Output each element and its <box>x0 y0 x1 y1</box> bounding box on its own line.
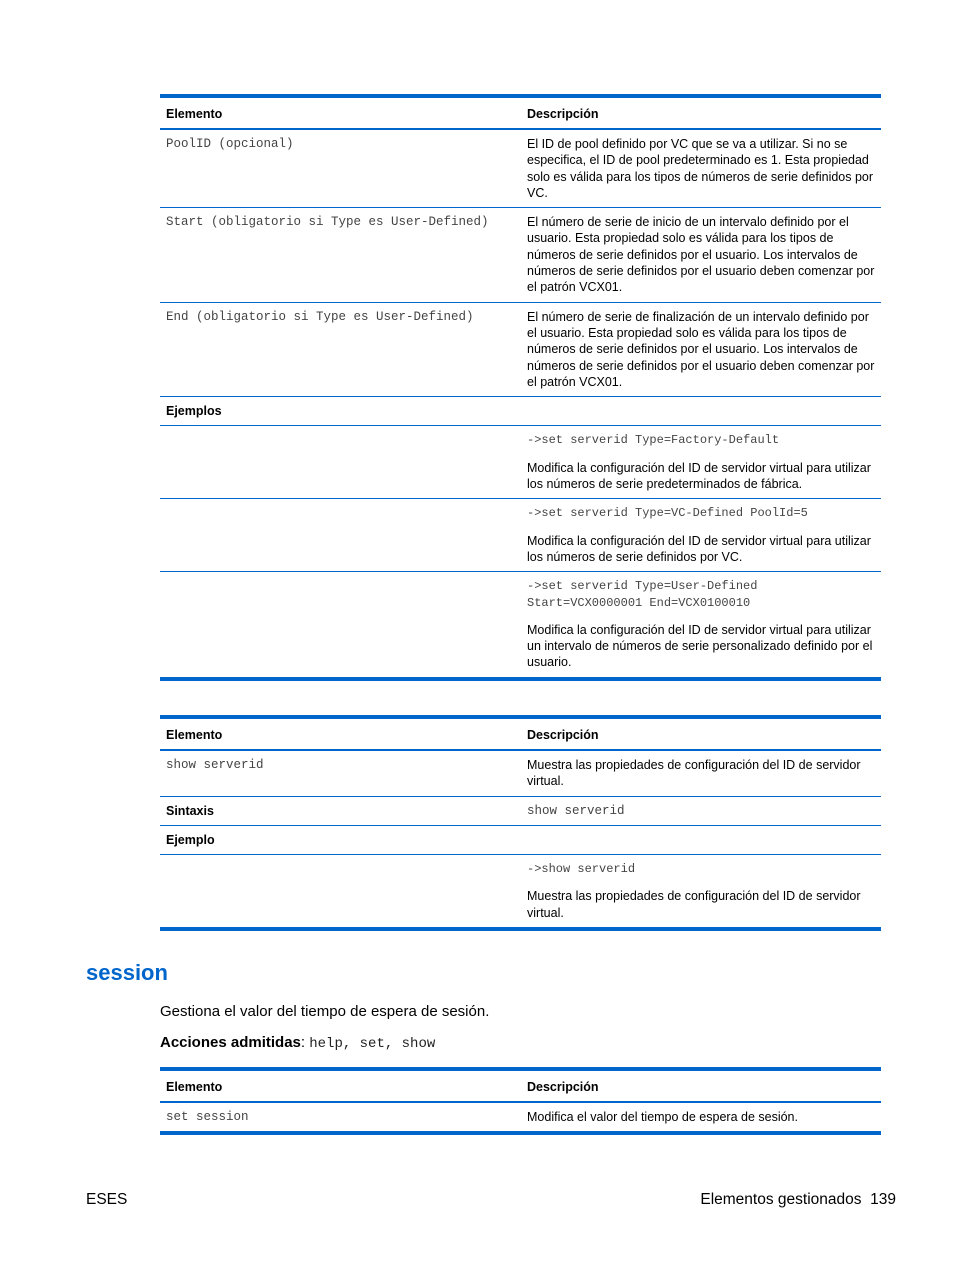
row-element: set session <box>160 1102 521 1133</box>
session-table <box>160 1067 881 1135</box>
example-command: ->set serverid Type=Factory-Default <box>527 433 780 448</box>
example-cell <box>521 855 881 929</box>
footer-right <box>700 1191 896 1209</box>
example-row <box>160 499 881 572</box>
header-element: Elemento <box>160 717 521 750</box>
examples-label: Ejemplos <box>160 397 521 426</box>
header-description: Descripción <box>521 1069 881 1102</box>
actions-list: help, set, show <box>309 1036 436 1052</box>
row-element: End (obligatorio si Type es User-Defined) <box>160 302 521 396</box>
syntax-label: Sintaxis <box>160 796 521 825</box>
example-description: Muestra las propiedades de configuración del ID de servidor virtual. <box>527 889 861 920</box>
row-element: Start (obligatorio si Type es User-Defined) <box>160 208 521 302</box>
supported-actions <box>160 1034 435 1052</box>
example-description: Modifica la configuración del ID de servidor virtual para utilizar los números de serie definidos por VC. <box>527 533 871 564</box>
table-row <box>160 750 881 796</box>
example-cell <box>521 572 881 679</box>
show-serverid-table <box>160 715 881 931</box>
table-header <box>160 1069 881 1102</box>
example-cell <box>521 426 881 499</box>
example-label-row <box>160 825 881 854</box>
row-description: Muestra las propiedades de configuración del ID de servidor virtual. <box>521 750 881 796</box>
example-description: Modifica la configuración del ID de servidor virtual para utilizar un intervalo de números de serie personalizado definido por el usuario. <box>527 622 873 670</box>
footer-section: Elementos gestionados <box>700 1191 862 1208</box>
row-description: El ID de pool definido por VC que se va a utilizar. Si no se especifica, el ID de pool predeterminado es 1. Esta propiedad solo es válida para los tipos de números de serie definidos por VC. <box>521 129 881 208</box>
table-header <box>160 96 881 129</box>
actions-colon: : <box>300 1034 310 1051</box>
header-description: Descripción <box>521 96 881 129</box>
example-command: ->set serverid Type=VC-Defined PoolId=5 <box>527 506 808 521</box>
section-title: session <box>86 960 168 985</box>
examples-label-row <box>160 397 881 426</box>
row-description: Modifica el valor del tiempo de espera de sesión. <box>521 1102 881 1133</box>
example-row <box>160 855 881 929</box>
footer-left: ESES <box>86 1191 128 1208</box>
page-number: 139 <box>870 1191 896 1208</box>
table-row <box>160 129 881 208</box>
table-header <box>160 717 881 750</box>
example-command: ->set serverid Type=User-Defined Start=VCX0000001 End=VCX0100010 <box>527 579 758 610</box>
example-cell <box>521 499 881 572</box>
table-row <box>160 1102 881 1133</box>
section-intro: Gestiona el valor del tiempo de espera de sesión. <box>160 1003 490 1020</box>
row-element: show serverid <box>160 750 521 796</box>
example-label: Ejemplo <box>160 825 521 854</box>
header-element: Elemento <box>160 96 521 129</box>
syntax-row <box>160 796 881 825</box>
syntax-value: show serverid <box>521 796 881 825</box>
example-row <box>160 572 881 679</box>
set-serverid-table <box>160 94 881 681</box>
row-element: PoolID (opcional) <box>160 129 521 208</box>
example-row <box>160 426 881 499</box>
example-command: ->show serverid <box>527 862 636 877</box>
row-description: El número de serie de inicio de un intervalo definido por el usuario. Esta propiedad solo es válida para los tipos de números de serie definidos por el usuario. Los intervalos de números de serie definidos por el usuario deben comenzar por el patrón VCX01. <box>521 208 881 302</box>
example-description: Modifica la configuración del ID de servidor virtual para utilizar los números de serie predeterminados de fábrica. <box>527 460 871 492</box>
actions-label: Acciones admitidas <box>160 1034 301 1051</box>
header-element: Elemento <box>160 1069 521 1102</box>
table-row <box>160 208 881 302</box>
row-description: El número de serie de finalización de un intervalo definido por el usuario. Esta propiedad solo es válida para los tipos de números de serie definidos por el usuario. Los intervalos de números de serie definidos por el usuario deben comenzar por el patrón VCX01. <box>521 302 881 396</box>
header-description: Descripción <box>521 717 881 750</box>
table-row <box>160 302 881 396</box>
